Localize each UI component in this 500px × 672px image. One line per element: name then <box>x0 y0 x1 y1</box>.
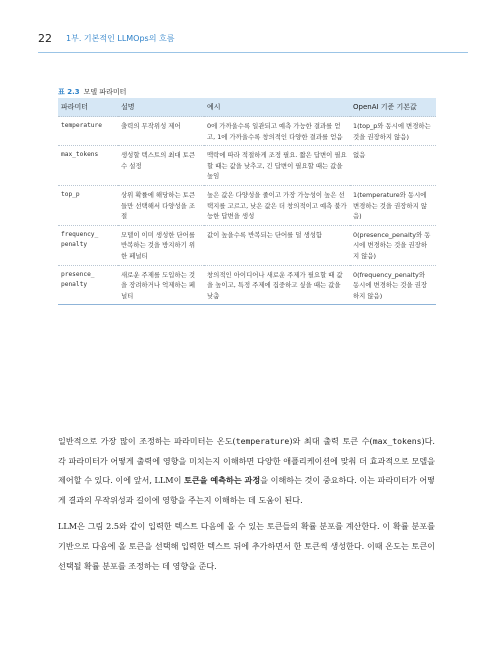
column-header: 파라미터 <box>58 98 118 117</box>
column-header: 예시 <box>204 98 350 117</box>
description-cell: 모델이 이미 생성한 단어를 반복하는 것을 방지하기 위한 페널티 <box>118 225 204 265</box>
text-run: 을 이해하는 것이 중요하다. 이는 파라미터가 어떻게 결과의 무작위성과 길이에 영향을 주는지 이해하는 데 도움이 된다. <box>58 475 436 505</box>
body-paragraph: LLM은 그림 2.5와 같이 입력한 텍스트 다음에 올 수 있는 토큰들의 확률 분포를 계산한다. 이 확률 분포를 기반으로 다음에 올 토큰을 선택해 입력한 텍스트 뒤에 추가하면서 한 토큰씩 생성한다. 이때 온도는 토큰이 선택될 확률 분포를 조정하는 데 영향을 준다. <box>58 521 435 571</box>
default-cell: 0(frequency_penalty와 동시에 변경하는 것을 권장하지 않음) <box>350 265 436 305</box>
example-cell: 창의적인 아이디어나 새로운 주제가 필요할 때 값을 높이고, 특정 주제에 집중하고 싶을 때는 값을 낮춤 <box>204 265 350 305</box>
default-cell: 0(presence_penalty와 동시에 변경하는 것을 권장하지 않음) <box>350 225 436 265</box>
param-name-cell: temperature <box>58 117 118 146</box>
table-header-row <box>58 98 436 117</box>
text-run: )와 최대 출력 토큰 수( <box>289 436 373 446</box>
table-caption <box>58 87 126 97</box>
example-cell: 높은 값은 다양성을 줄이고 가장 가능성이 높은 선택지를 고르고, 낮은 값은 더 창의적이고 예측 불가능한 답변을 생성 <box>204 185 350 225</box>
description-cell: 새로운 주제를 도입하는 것을 장려하거나 억제하는 페널티 <box>118 265 204 305</box>
param-name-cell: presence_ penalty <box>58 265 118 305</box>
inline-code: temperature <box>235 436 290 446</box>
default-cell: 없음 <box>350 146 436 186</box>
param-name-cell: frequency_ penalty <box>58 225 118 265</box>
table-row <box>58 225 436 265</box>
param-name-cell: max_tokens <box>58 146 118 186</box>
inline-code: max_tokens <box>372 436 422 446</box>
body-paragraph <box>58 432 435 510</box>
column-header: 설명 <box>118 98 204 117</box>
example-cell: 맥락에 따라 적절하게 조정 필요. 짧은 답변이 필요할 때는 값을 낮추고, 긴 답변이 필요할 때는 값을 높임 <box>204 146 350 186</box>
page-number: 22 <box>38 31 52 45</box>
param-name-cell: top_p <box>58 185 118 225</box>
body-text <box>58 432 435 583</box>
table-caption-number: 표 2.3 <box>58 88 80 96</box>
table-row <box>58 185 436 225</box>
page-header <box>38 30 174 46</box>
description-cell: 생성할 텍스트의 최대 토큰 수 설정 <box>118 146 204 186</box>
table-caption-title: 모델 파라미터 <box>83 88 127 96</box>
default-cell: 1(temperature와 동시에 변경하는 것을 권장하지 않음) <box>350 185 436 225</box>
header-divider <box>38 52 468 53</box>
running-title: 1부. 기본적인 LLMOps의 흐름 <box>66 33 175 43</box>
table-row <box>58 146 436 186</box>
text-run: 일반적으로 가장 많이 조정하는 파라미터는 온도( <box>58 436 236 446</box>
example-cell: 값이 높을수록 반복되는 단어를 덜 생성함 <box>204 225 350 265</box>
description-cell: 출력의 무작위성 제어 <box>118 117 204 146</box>
default-cell: 1(top_p와 동시에 변경하는 것을 권장하지 않음) <box>350 117 436 146</box>
model-parameters-table <box>58 98 436 305</box>
text-run: )다. 각 파라미터가 어떻게 출력에 영향을 미치는지 이해하면 다양한 애플리케이션에 맞춰 더 효과적으로 모델을 제어할 수 있다. 이에 앞서, LLM이 <box>58 436 436 486</box>
bold-phrase: 토큰을 예측하는 과정 <box>184 475 261 486</box>
table-row <box>58 117 436 146</box>
description-cell: 상위 확률에 해당하는 토큰들만 선택해서 다양성을 조절 <box>118 185 204 225</box>
table-row <box>58 265 436 305</box>
example-cell: 0에 가까울수록 일관되고 예측 가능한 결과를 얻고, 1에 가까울수록 창의적인 다양한 결과를 얻음 <box>204 117 350 146</box>
column-header: OpenAI 기준 기본값 <box>350 98 436 117</box>
